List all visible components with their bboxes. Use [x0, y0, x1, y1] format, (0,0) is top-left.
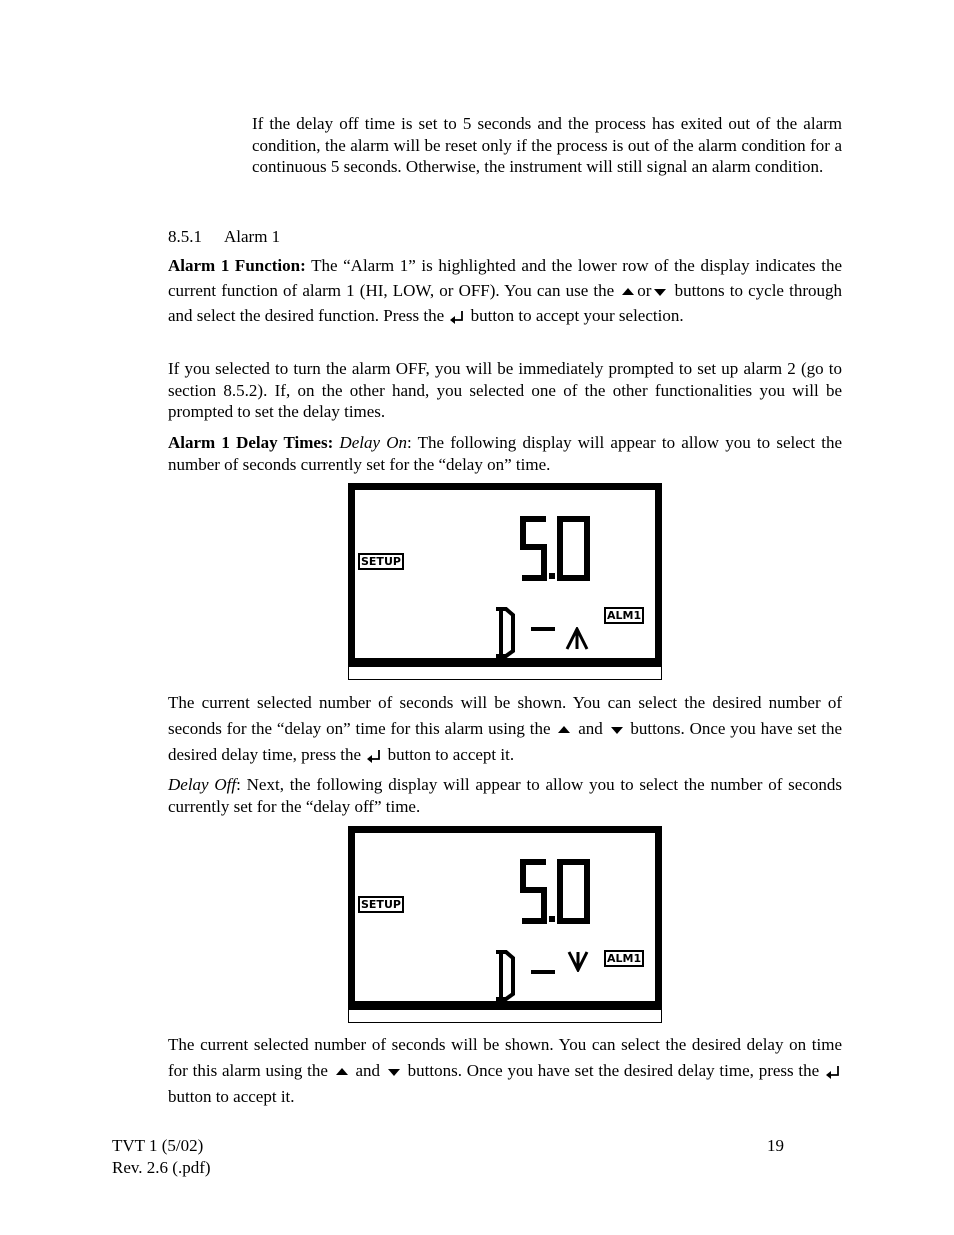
alarm-off-paragraph: If you selected to turn the alarm OFF, you will be immediately prompted to set up alarm 2 (go to section 8.5.2). If, on the other hand, you selected one of the other functionalities you will be prompted to set the delay times.: [168, 359, 842, 421]
alarm-function-lead: Alarm 1 Function:: [168, 256, 306, 275]
delay-off-text: : Next, the following display will appear to allow you to select the number of seconds currently set for the “delay off” time.: [168, 775, 842, 816]
down-arrow-icon: [387, 1067, 401, 1077]
delay-times-lead: Alarm 1 Delay Times:: [168, 433, 334, 452]
after-delay-on-text: The current selected number of seconds will be shown. You can select the desired number of seconds for the “delay on” time for this alarm using the: [168, 693, 842, 738]
lcd-display-delay-on: [348, 483, 662, 681]
delay-off-paragraph: [168, 774, 842, 817]
up-arrow-icon: [557, 725, 571, 735]
down-arrow-icon: [653, 287, 667, 297]
lcd-display-delay-off: [348, 826, 662, 1024]
delay-on-label: Delay On: [339, 433, 407, 452]
page-number: 19: [767, 1136, 784, 1155]
footer: [112, 1135, 211, 1179]
arrow-up-icon: [565, 627, 589, 651]
footer-revision: Rev. 2.6 (.pdf): [112, 1158, 211, 1177]
after-delay-on-paragraph: [168, 690, 842, 768]
delay-on-paragraph: [168, 432, 842, 475]
section-title: Alarm 1: [224, 227, 281, 246]
enter-icon: [825, 1065, 841, 1079]
up-arrow-icon: [335, 1067, 349, 1077]
alarm-function-text-2: buttons to cycle through and select the desired function. Press the: [168, 281, 842, 325]
alarm-function-paragraph: [168, 253, 842, 328]
footer-doc-id: TVT 1 (5/02): [112, 1136, 204, 1155]
after-delay-off-text-3: button to accept it.: [168, 1087, 295, 1106]
section-number: 8.5.1: [168, 227, 202, 246]
alarm-tag: ALM1: [604, 607, 644, 624]
or-text: or: [637, 281, 652, 300]
enter-icon: [449, 310, 465, 324]
delay-on-text: : The following display will appear to allow you to select the number of seconds currently set for the “delay on” time.: [168, 433, 842, 474]
lcd-segments: [348, 826, 662, 1010]
intro-paragraph: If the delay off time is set to 5 seconds and the process has exited out of the alarm condition, the alarm will be reset only if the process is out of the alarm condition for a continuous 5 seconds. Otherwise, the instrument will still signal an alarm condition.: [252, 114, 842, 176]
section-heading: [168, 226, 280, 248]
alarm-function-text-3: button to accept your selection.: [466, 306, 684, 325]
enter-icon: [366, 749, 382, 763]
setup-tag: SETUP: [358, 896, 404, 913]
after-delay-on-text-3: button to accept it.: [383, 745, 515, 764]
alarm-function-text: The “Alarm 1” is highlighted and the lower row of the display indicates the current function of alarm 1 (HI, LOW, or OFF). You can use the: [168, 256, 842, 300]
after-delay-off-text-2: buttons. Once you have set the desired delay time, press the: [402, 1061, 825, 1080]
up-arrow-icon: [621, 287, 635, 297]
arrow-down-icon: [567, 950, 589, 972]
after-delay-off-paragraph: [168, 1032, 842, 1110]
setup-tag: SETUP: [358, 553, 404, 570]
alarm-tag: ALM1: [604, 950, 644, 967]
down-arrow-icon: [610, 725, 624, 735]
and-text: and: [578, 719, 603, 738]
and-text: and: [355, 1061, 381, 1080]
after-delay-off-text: The current selected number of seconds will be shown. You can select the desired delay on time for this alarm using the: [168, 1035, 842, 1080]
after-delay-on-text-2: buttons. Once you have set the desired delay time, press the: [168, 719, 843, 764]
delay-off-label: Delay Off: [168, 775, 237, 794]
lcd-segments: [348, 483, 662, 667]
